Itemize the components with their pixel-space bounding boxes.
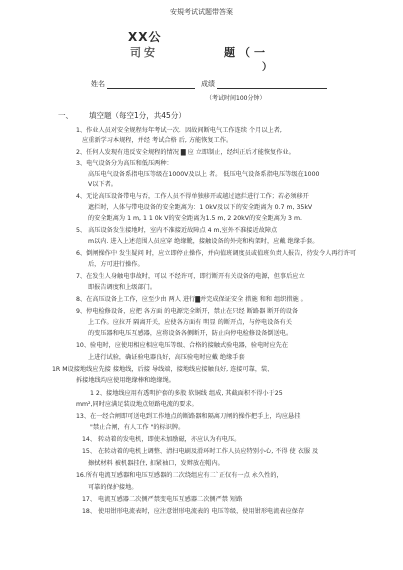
title-close-paren: ） [262,62,272,73]
question-line: 3、电气设备分为高压和低压两种： [76,160,173,167]
question-line: 1 2、接地线应用有透明护套的多股 软铜线 组成, 其截面积不得小于25 [90,390,283,397]
section-number: 一、 [58,111,73,120]
question-line: 可靠的保护接地。 [88,484,138,491]
question-line: 14、 转动着的发电机，即使未加励磁，亦应认为有电压。 [82,436,241,443]
question-line: 7、在发生人身触电事故时，可以 不经许可，即行断开有关设备的电源，但事后应立 [76,273,305,280]
name-score-row [91,79,327,89]
question-line: 8、在高压设备上工作，应至少由 两人 进行▇并完成保证安全 措施 和和 组织措施 。 [76,296,307,303]
question-line: m以内. 进入上述范围人员应穿 绝缘靴，接触设备的外壳和构架时，应戴 绝缘手套。 [88,238,319,245]
document-header: 安規考试试题带答案 [170,8,233,16]
score-field-line[interactable] [217,81,327,89]
question-line: 18、 使用钳形电流表时，应注意钳形电流表的 电压等级，使用钳形电流表应保存 [82,508,305,515]
question-line: 15、 在转动着的电机上调整、清扫电刷及滑环时工作人员应特别小心, 不得 使 衣服 及 [82,448,319,455]
question-line: 2、任何人发现有违反安全规程的情况 ▇ 应 立即制止，经纠正后才能恢复作业。 [76,149,295,156]
name-field-line[interactable] [107,81,195,89]
question-line: 1R M设接地线应先接 接地线，后接 导线端，接地线应接触良好, 连接可靠，装、 [52,366,274,373]
question-line: 的安全距离为 1 m, 1 1 0k V的安全距离为1.5 m, 2 20kV的安全距离为 3 m. [88,215,302,222]
question-line: 6、倒闸操作中 发生疑问 时，应立即停止操作，并向值班调度员或值班负责人报告，待发令人再行许可 [76,250,357,257]
question-line: "禁止合闸，有人工作 "的标识牌。 [90,424,185,431]
question-line: 拆接地线均应使用绝缘棒和绝缘绳。 [76,377,175,384]
question-line: 10、验电时，应使用相应相应电压等级、合格的接触式验电器，验电时应先在 [76,342,289,349]
section-heading [58,110,186,121]
title-safety: 司安 [130,46,158,59]
question-line: 13、在一经合闸即可送电到工作地点的断路器和隔离刀闸的操作把手上，均应悬挂 [76,413,301,420]
question-line: 上进行试验，确证验电器良好，高压验电时应戴 绝缘手套 [88,354,245,361]
question-line: mm²,同时应满足装设地点短路电流的要求。 [76,401,198,408]
question-line: 应重新学习本规程，并经 考试合格 后, 方能恢复工作。 [82,137,233,144]
question-line: V以下者。 [88,181,117,188]
question-line: 5、 高压设备发生接地时，室内不准接近故障点 4 m,室外不准接近故障点 [76,227,278,234]
score-label: 成绩 [201,80,215,88]
exam-time-note: （考试时间100分钟） [206,95,266,102]
name-label: 姓名 [91,80,105,88]
title-company: XX公 [128,30,162,44]
section-label: 填空题（每空1分，共45分） [89,111,186,120]
question-line: 后，方可进行操作。 [88,261,144,268]
question-line: 上工作。应拉开 隔离开关，应使各方面有 明显 的断开点，与停电设备有关 [88,319,292,326]
question-line: 即报告调度和上级部门。 [88,284,157,291]
question-line: 1、作业人员对安全规程每年考试一次．因故间断电气工作连续 个月以上者, [76,127,282,134]
question-line: 17、 电流互感器二次侧严禁变电压互感器二次侧严禁 短路 [82,496,243,503]
question-line: 的变压器和电压互感器，应将设备各侧断开，防止向停电检修设备倒送电。 [88,330,293,337]
question-line: 遮拦时，人体与带电设备的安全距离为：1 0kV及以下的安全距离为 0.7 m, 35kV [88,204,313,211]
question-line: 9、停电检修设备，应把 各方面 的电源完全断开，禁止在只经 断路器 断开的设备 [76,308,299,315]
question-line: 擦拭材料 被机器挂住, 扣紧袖口，发辫放在帽内。 [88,460,224,467]
question-line: 4、无论高压设备带电与否，工作人员不得单独移开或越过遮拦进行工作；若必须移开 [76,193,309,200]
question-line: 16.所有电流互感器和电压互感器的二次绕组应有二`正仅有一点 永久性的， [76,472,283,479]
title-exam: 题（一 [224,46,269,59]
question-line: 高压电气设备系指电压等级在1000V及以上 者。 低压电气设备系指电压等级在1000 [88,171,320,178]
